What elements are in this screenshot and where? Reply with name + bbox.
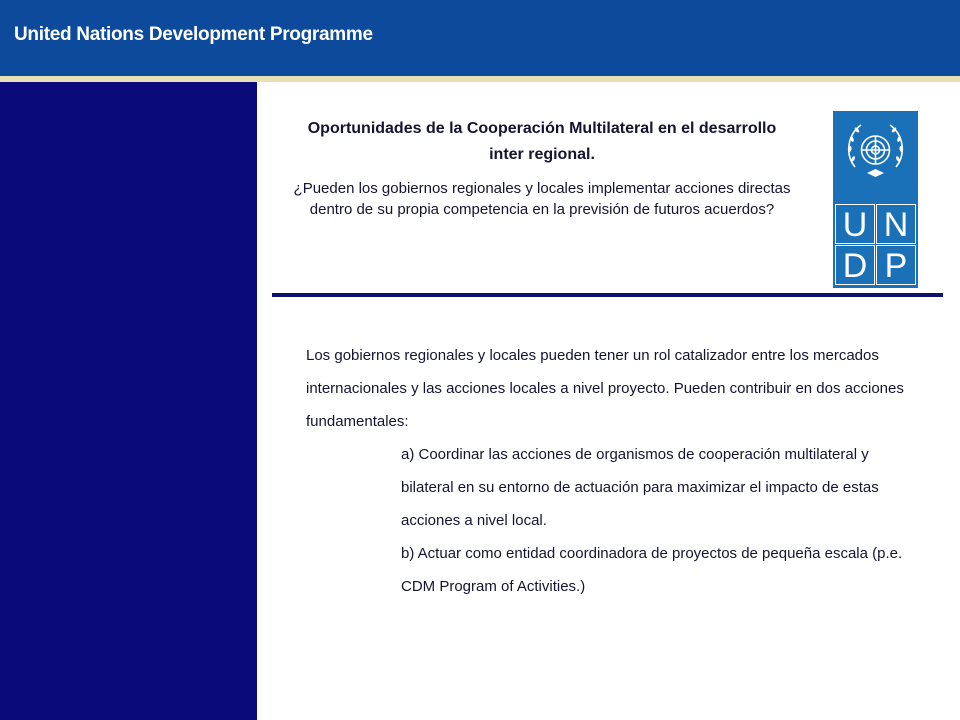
body-item-a: a) Coordinar las acciones de organismos de cooperación multilateral y bilateral en su entorno de actuación para maximizar el impacto de estas acciones a nivel local. bbox=[401, 446, 879, 529]
title-block bbox=[262, 116, 822, 220]
logo-letter-n: N bbox=[876, 204, 916, 244]
body-text bbox=[306, 339, 906, 603]
slide-title-line-2: inter regional. bbox=[489, 146, 595, 163]
sidebar-panel bbox=[0, 82, 257, 720]
body-item-b: b) Actuar como entidad coordinadora de proyectos de pequeña escala (p.e. CDM Program of Activities.) bbox=[401, 545, 903, 595]
header-title: United Nations Development Programme bbox=[14, 24, 373, 45]
header-bar bbox=[0, 0, 960, 76]
slide-question: ¿Pueden los gobiernos regionales y locales implementar acciones directas dentro de su propia competencia en la previsión de futuros acuerdos? bbox=[293, 180, 791, 218]
section-divider bbox=[272, 293, 943, 297]
logo-letter-u: U bbox=[835, 204, 875, 244]
logo-letter-p: P bbox=[876, 245, 916, 285]
body-intro: Los gobiernos regionales y locales pueden tener un rol catalizador entre los mercados internacionales y las acciones locales a nivel proyecto. Pueden contribuir en dos acciones fundamentales: bbox=[306, 347, 904, 430]
undp-logo bbox=[833, 111, 918, 288]
slide-title bbox=[262, 116, 822, 168]
slide-title-line-1: Oportunidades de la Cooperación Multilateral en el desarrollo bbox=[307, 120, 777, 137]
logo-letter-d: D bbox=[835, 245, 875, 285]
un-emblem-icon bbox=[841, 117, 910, 185]
